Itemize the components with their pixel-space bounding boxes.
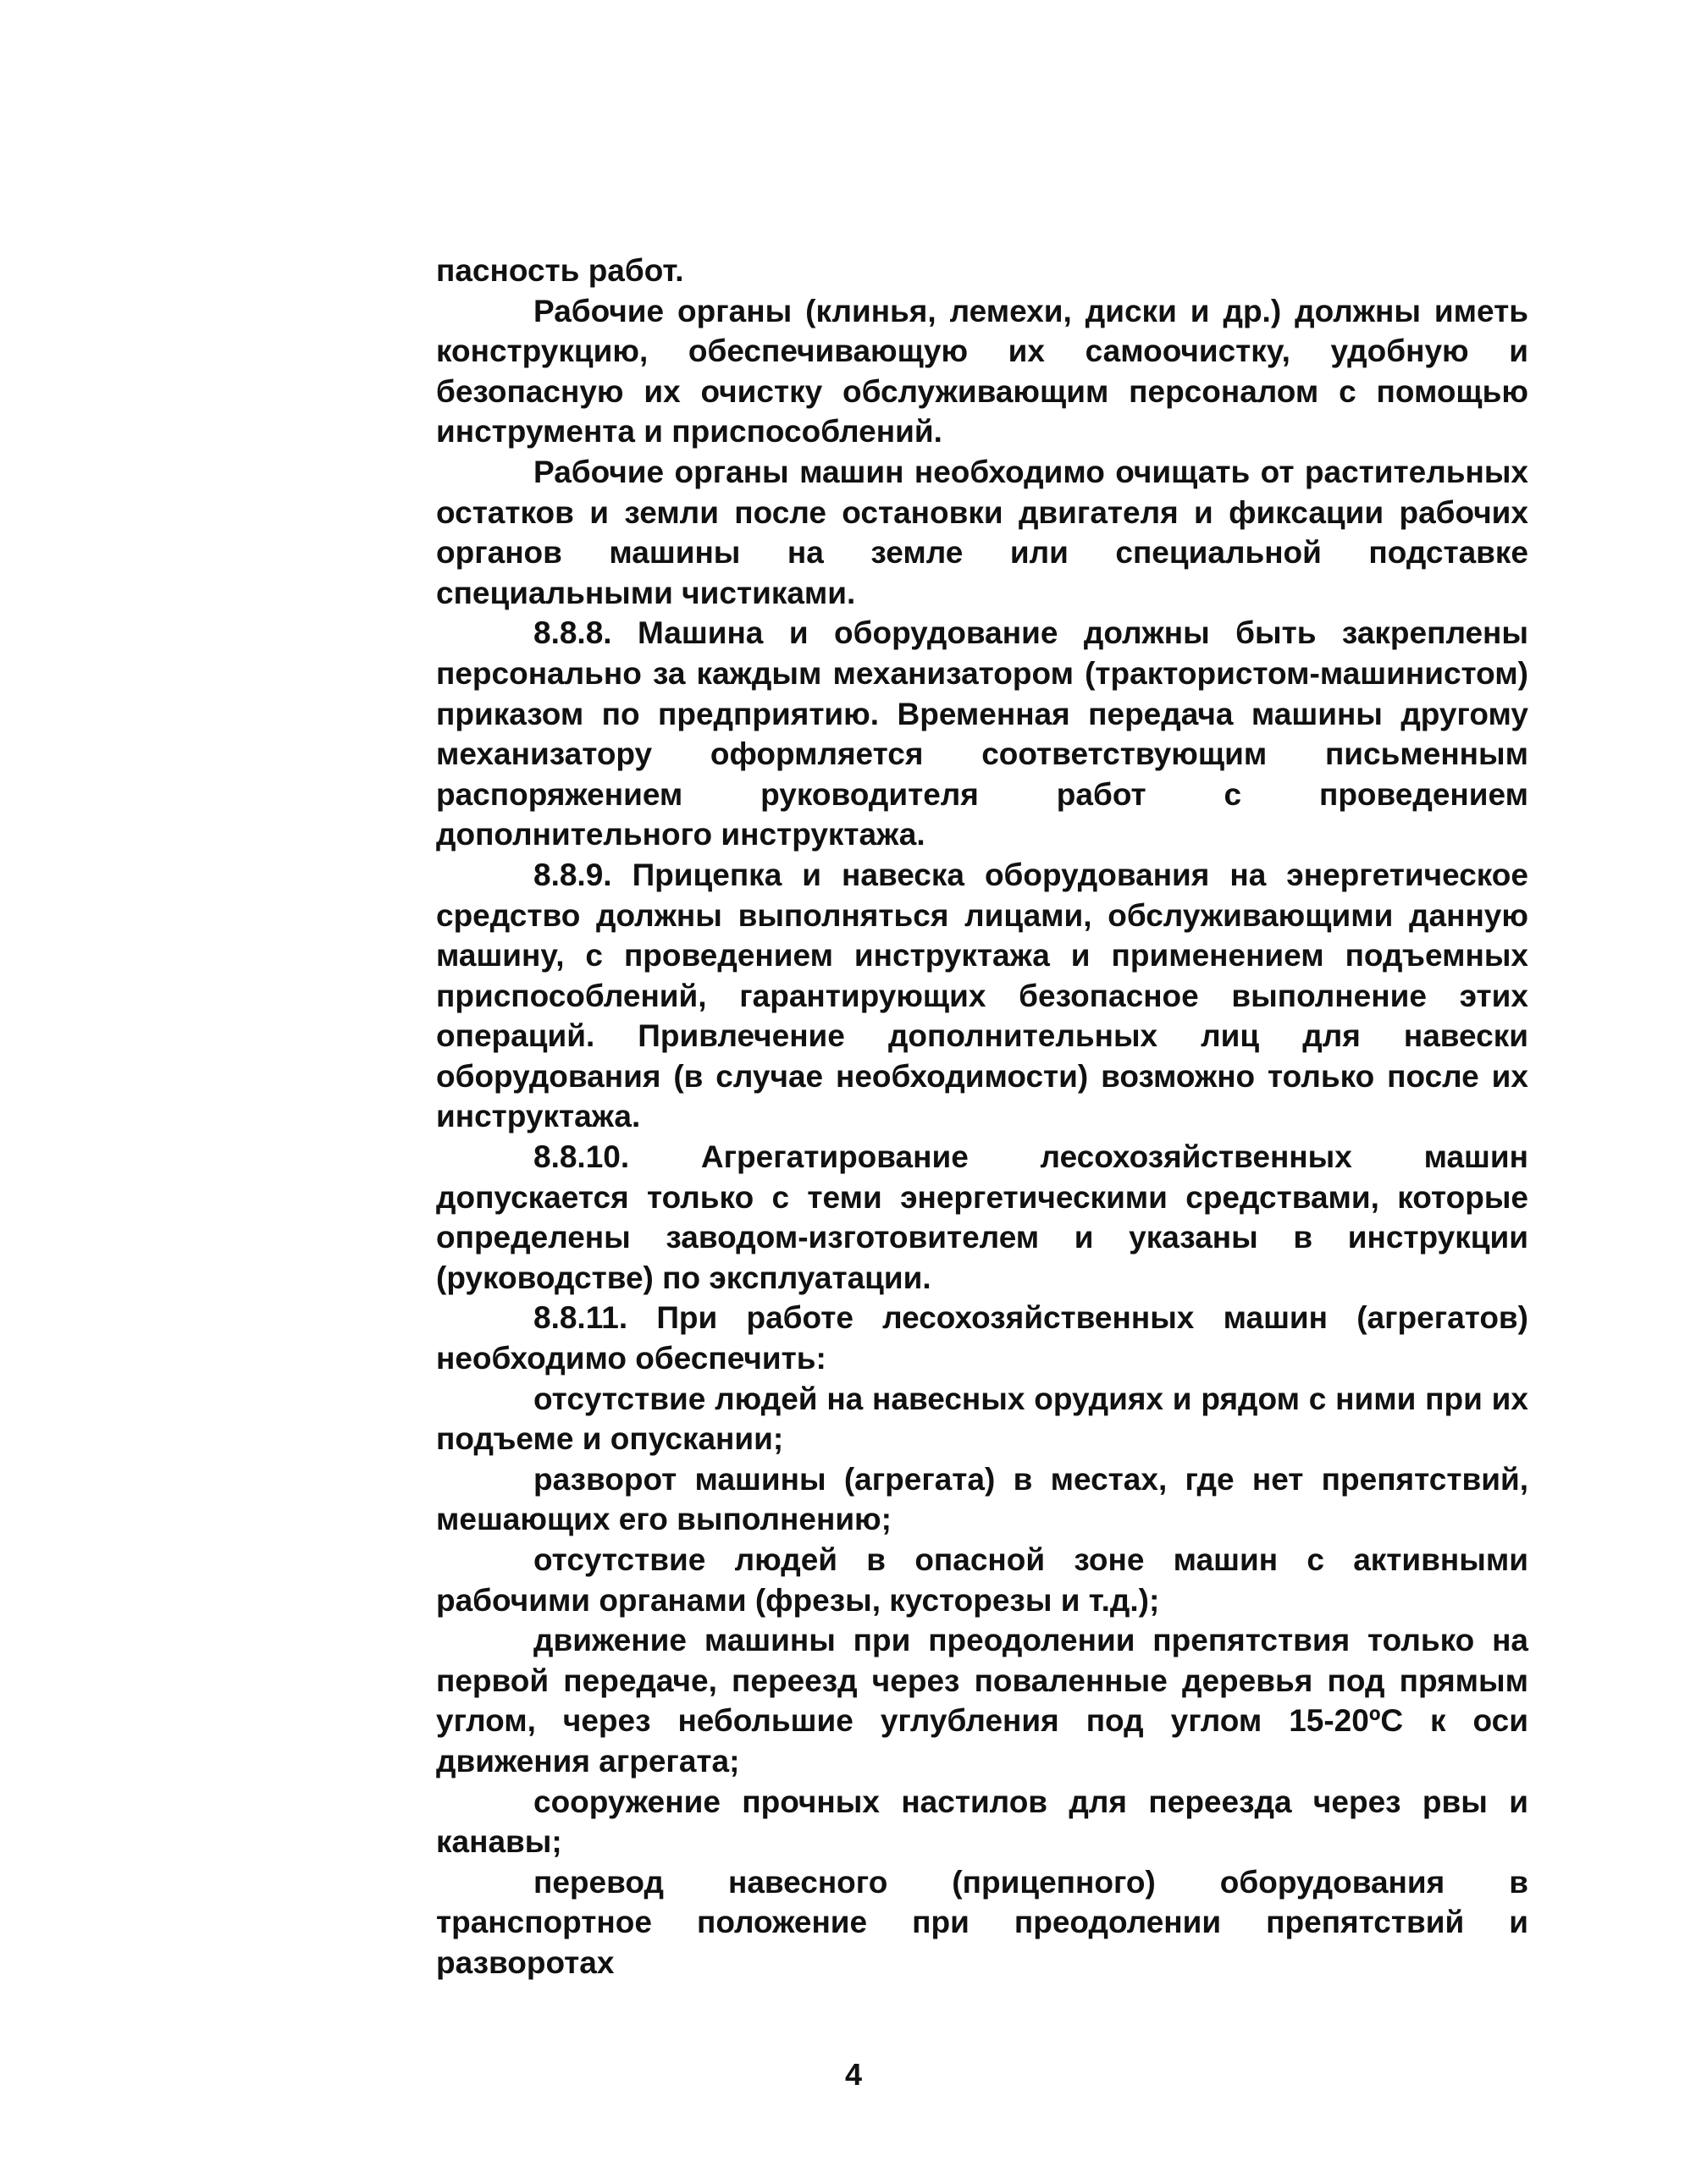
list-item-danger-zone: отсутствие людей в опасной зоне машин с активными рабочими органами (фрезы, кусторезы и т.д.); [436, 1542, 1528, 1618]
list-item-no-people-on-implements: отсутствие людей на навесных орудиях и рядом с ними при их подъеме и опускании; [436, 1381, 1528, 1457]
paragraph-working-parts-design: Рабочие органы (клинья, лемехи, диски и др.) должны иметь конструкцию, обеспечивающую их самоочистку, удобную и безопасную их очистку обслуживающим персоналом с помощью инструмента и приспособлений. [436, 293, 1528, 449]
paragraph-8-8-11: 8.8.11. При работе лесохозяйственных машин (агрегатов) необходимо обеспечить: [436, 1300, 1528, 1376]
paragraph-continuation: пасность работ. [436, 253, 684, 288]
page-number: 4 [844, 2057, 863, 2092]
paragraph-working-parts-cleaning: Рабочие органы машин необходимо очищать от растительных остатков и земли после остановки двигателя и фиксации рабочих органов машины на земле или специальной подставке специальными чистиками. [436, 454, 1528, 610]
paragraph-8-8-8: 8.8.8. Машина и оборудование должны быть закреплены персонально за каждым механизатором (трактористом-машинистом) приказом по предприятию. Временная передача машины другому механизатору оформляется соответствующим письменным распоряжением руководителя работ с проведением дополнительного инструктажа. [436, 615, 1528, 852]
list-item-turning: разворот машины (агрегата) в местах, где нет препятствий, мешающих его выполнению; [436, 1461, 1528, 1537]
body-text [436, 251, 1528, 1983]
paragraph-8-8-9: 8.8.9. Прицепка и навеска оборудования на энергетическое средство должны выполняться лицами, обслуживающими данную машину, с проведением инструктажа и применением подъемных приспособлений, гарантирующих безопасное выполнение этих операций. Привлечение дополнительных лиц для навески оборудования (в случае необходимости) возможно только после их инструктажа. [436, 857, 1528, 1134]
list-item-decking: сооружение прочных настилов для переезда через рвы и канавы; [436, 1784, 1528, 1860]
list-item-obstacles: движение машины при преодолении препятствия только на первой передаче, переезд через поваленные деревья под прямым углом, через небольшие углубления под углом 15-20ºС к оси движения агрегата; [436, 1623, 1528, 1779]
list-item-transport-position: перевод навесного (прицепного) оборудования в транспортное положение при преодолении препятствий и разворотах [436, 1864, 1528, 1980]
paragraph-8-8-10: 8.8.10. Агрегатирование лесохозяйственных машин допускается только с теми энергетическими средствами, которые определены заводом-изготовителем и указаны в инструкции (руководстве) по эксплуатации. [436, 1139, 1528, 1295]
